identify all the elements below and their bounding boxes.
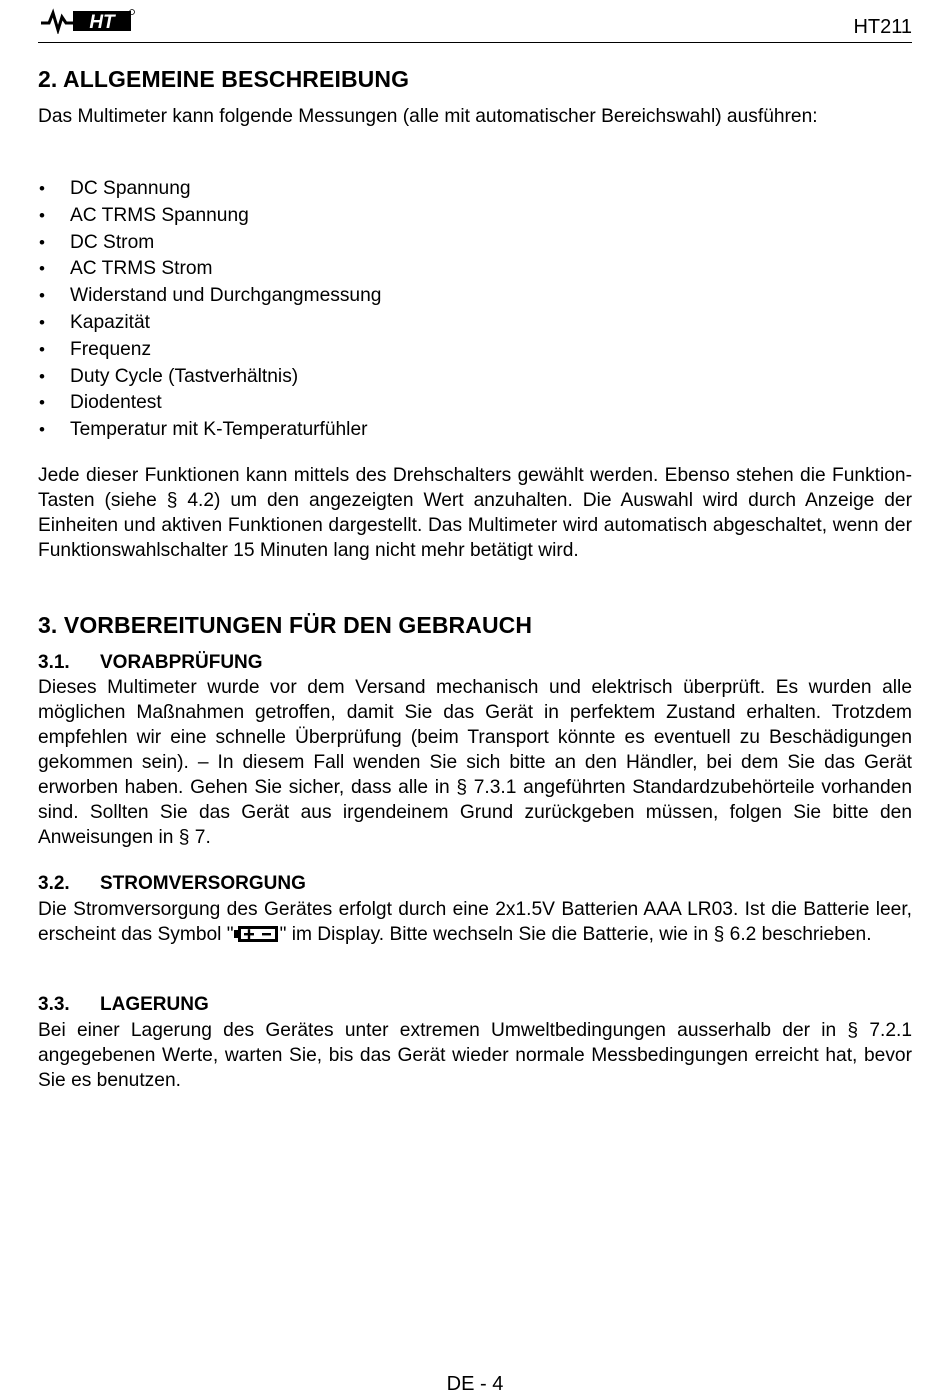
logo-text: HT: [89, 12, 115, 33]
subsection-3-2-body: [38, 897, 912, 947]
measurement-list: [38, 176, 381, 444]
list-item: • Widerstand und Durchgangmessung: [38, 283, 381, 310]
list-item: • AC TRMS Spannung: [38, 203, 381, 230]
battery-low-icon: [234, 925, 280, 943]
list-item: • DC Strom: [38, 230, 381, 257]
list-item: • DC Spannung: [38, 176, 381, 203]
subsection-3-2-heading: [38, 873, 306, 895]
list-item: • Frequenz: [38, 337, 381, 364]
list-item: • Diodentest: [38, 390, 381, 417]
page-header: [38, 6, 912, 43]
subsection-title: LAGERUNG: [100, 994, 209, 1015]
subsection-3-3-body: Bei einer Lagerung des Gerätes unter extremen Umweltbedingungen ausserhalb der in § 7.2.1 angegebenen Werte, warten Sie, bis das Gerät wieder normale Messbedingungen erreicht hat, bevor Sie es benutzen.: [38, 1020, 912, 1091]
list-item: • Duty Cycle (Tastverhältnis): [38, 364, 381, 391]
list-item: • Temperatur mit K-Temperaturfühler: [38, 417, 381, 444]
section-2-body: Jede dieser Funktionen kann mittels des Drehschalters gewählt werden. Ebenso stehen die Funktion-Tasten (siehe § 4.2) um den angezeigten Wert anzuhalten. Die Auswahl wird durch Anzeige der Einheiten und aktiven Funktionen dargestellt. Das Multimeter wird automatisch abgeschaltet, wenn der Funktionswahlschalter 15 Minuten lang nicht mehr betätigt wird.: [38, 465, 912, 561]
subsection-3-1-body: Dieses Multimeter wurde vor dem Versand mechanisch und elektrisch überprüft. Es wurden alle möglichen Maßnahmen getroffen, damit Sie das Gerät in perfektem Zustand erhalten. Trotzdem empfehlen wir eine schnelle Überprüfung (beim Transport könnte es eventuell zu Beschädigungen gekommen sein). – In diesem Fall wenden Sie sich bitte an den Händler, bei dem Sie das Gerät erworben haben. Gehen Sie sicher, dass alle in § 7.3.1 angeführten Standardzubehörteile vorhanden sind. Sollten Sie das Gerät aus irgendeinem Grund zurückgeben müssen, folgen Sie bitte den Anweisungen in § 7.: [38, 677, 912, 848]
ht-logo: [39, 8, 135, 34]
body-text: Die Stromversorgung des Gerätes erfolgt durch eine 2x1.5V Batterien AAA LR03. Ist die Batterie leer, erscheint das Symbol ": [38, 899, 912, 945]
body-text: " im Display. Bitte wechseln Sie die Batterie, wie in § 6.2 beschrieben.: [279, 924, 872, 945]
list-item: • AC TRMS Strom: [38, 256, 381, 283]
subsection-title: STROMVERSORGUNG: [100, 873, 306, 894]
subsection-3-1-heading: [38, 652, 263, 674]
subsection-number: 3.3.: [38, 994, 70, 1015]
subsection-3-3-heading: [38, 994, 209, 1016]
document-code: HT211: [853, 16, 912, 38]
list-item: • Kapazität: [38, 310, 381, 337]
subsection-title: VORABPRÜFUNG: [100, 652, 263, 673]
section-3-heading: 3. VORBEREITUNGEN FÜR DEN GEBRAUCH: [38, 612, 533, 638]
section-2-intro: Das Multimeter kann folgende Messungen (alle mit automatischer Bereichswahl) ausführen:: [38, 106, 818, 127]
subsection-number: 3.1.: [38, 652, 70, 673]
section-2-heading: 2. ALLGEMEINE BESCHREIBUNG: [38, 66, 410, 92]
subsection-number: 3.2.: [38, 873, 70, 894]
page-number: DE - 4: [446, 1373, 504, 1395]
